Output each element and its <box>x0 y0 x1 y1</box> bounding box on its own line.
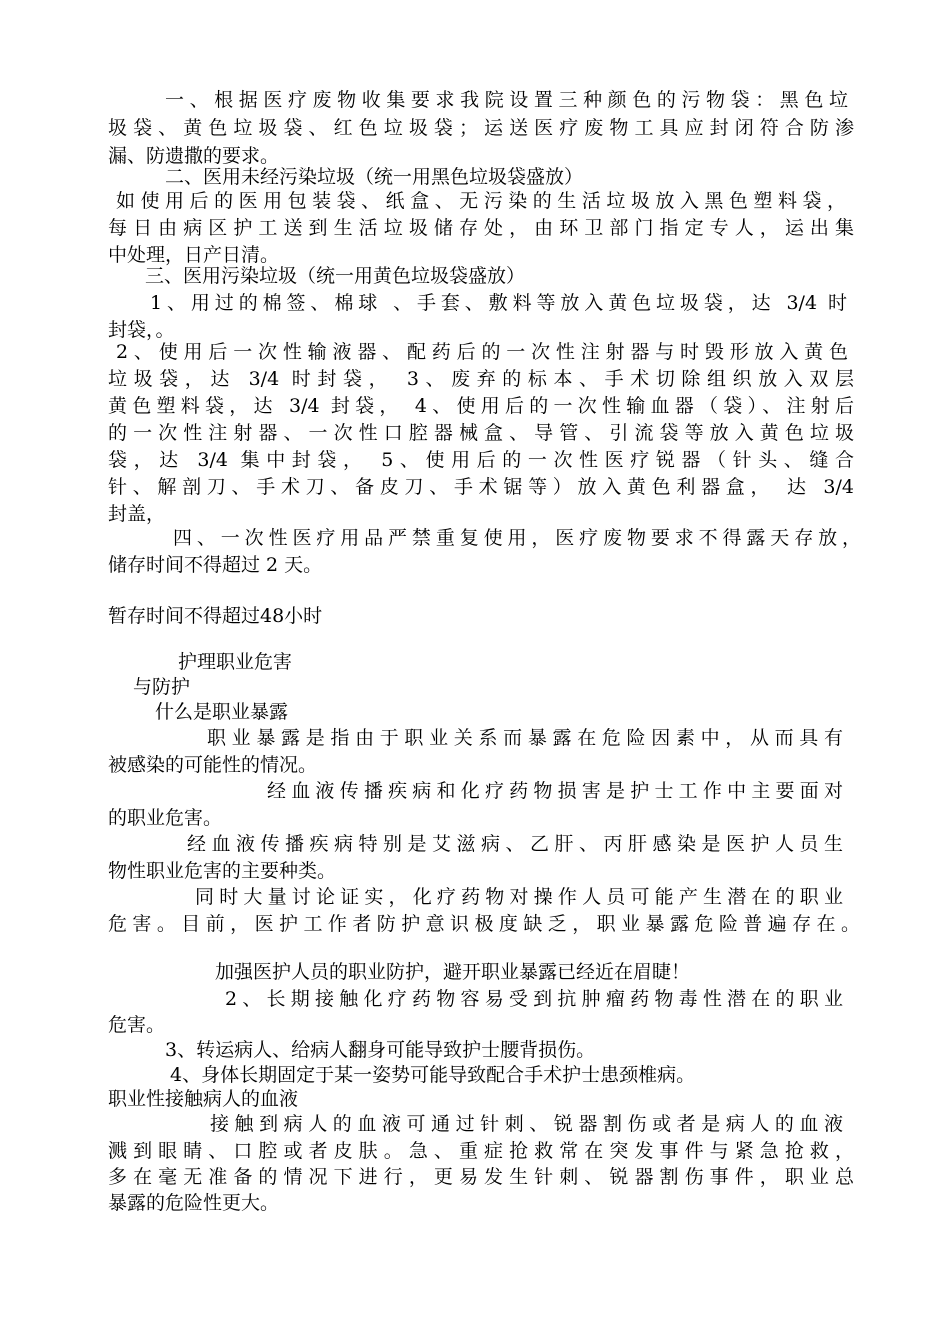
text-line: 危害。 <box>108 1014 166 1036</box>
text-line: 暂存时间不得超过48小时 <box>108 605 323 627</box>
heading-subtitle: 什么是职业暴露 <box>155 701 289 723</box>
text-line: 圾袋、黄色垃圾袋、红色垃圾袋；运送医疗废物工具应封闭符合防渗 <box>108 117 854 139</box>
text-line: 暴露的危险性更大。 <box>108 1192 280 1214</box>
text-line: 垃圾袋，达 3/4 时封袋， 3、废弃的标本、手术切除组织放入双层 <box>108 368 854 390</box>
text-line: 2、长期接触化疗药物容易受到抗肿瘤药物毒性潜在的职业 <box>225 988 843 1010</box>
text-line: 针、解剖刀、手术刀、备皮刀、手术锯等）放入黄色利器盒， 达 3/4 <box>108 476 854 498</box>
text-line: 溅到眼睛、口腔或者皮肤。急、重症抢救常在突发事件与紧急抢救， <box>108 1140 854 1162</box>
section-heading: 四、一次性医疗用品严禁重复使用，医疗废物要求不得露天存放， <box>173 527 861 549</box>
text-line: 2、使用后一次性输液器、配药后的一次性注射器与时毁形放入黄色 <box>116 341 848 363</box>
section-heading: 二、医用未经污染垃圾（统一用黑色垃圾袋盛放） <box>165 166 584 188</box>
text-line: 封盖， <box>108 503 166 525</box>
text-line: 每日由病区护工送到生活垃圾储存处，由环卫部门指定专人，运出集 <box>108 217 854 239</box>
text-line: 危害。目前，医护工作者防护意识极度缺乏，职业暴露危险普遍存在。 <box>108 913 860 935</box>
text-line: 4、身体长期固定于某一姿势可能导致配合手术护士患颈椎病。 <box>170 1064 696 1086</box>
text-line: 接触到病人的血液可通过针刺、锐器割伤或者是病人的血液 <box>210 1113 843 1135</box>
text-line: 同时大量讨论证实，化疗药物对操作人员可能产生潜在的职业 <box>195 886 843 908</box>
text-line: 黄色塑料袋，达 3/4 封袋， 4、使用后的一次性输血器（袋）、注射后 <box>108 395 854 417</box>
text-line: 储存时间不得超过 2 天。 <box>108 554 323 576</box>
text-line: 经血液传播疾病特别是艾滋病、乙肝、丙肝感染是医护人员生 <box>187 833 843 855</box>
text-line: 如使用后的医用包装袋、纸盒、无污染的生活垃圾放入黑色塑料袋， <box>116 190 846 212</box>
text-line: 加强医护人员的职业防护，避开职业暴露已经近在眉睫！ <box>215 961 691 983</box>
text-line: 物性职业危害的主要种类。 <box>108 860 337 882</box>
text-line: 的职业危害。 <box>108 807 223 829</box>
text-line: 3、转运病人、给病人翻身可能导致护士腰背损伤。 <box>165 1039 596 1061</box>
text-line: 被感染的可能性的情况。 <box>108 754 318 776</box>
text-line: 职业暴露是指由于职业关系而暴露在危险因素中，从而具有 <box>207 727 843 749</box>
text-line: 中处理，日产日清。 <box>108 244 280 266</box>
text-line: 袋，达 3/4 集中封袋， 5、使用后的一次性医疗锐器（针头、缝合 <box>108 449 854 471</box>
text-line: 的一次性注射器、一次性口腔器械盒、导管、引流袋等放入黄色垃圾 <box>108 422 854 444</box>
text-line: 漏、防遗撒的要求。 <box>108 145 280 167</box>
text-line: 职业性接触病人的血液 <box>108 1088 299 1110</box>
text-line: 多在毫无准备的情况下进行，更易发生针刺、锐器割伤事件，职业总 <box>108 1166 854 1188</box>
text-line: 经血液传播疾病和化疗药物损害是护士工作中主要面对 <box>267 780 843 802</box>
text-line: 一、根据医疗废物收集要求我院设置三种颜色的污物袋：黑色垃 <box>165 89 848 111</box>
section-heading: 三、医用污染垃圾（统一用黄色垃圾袋盛放） <box>145 265 526 287</box>
heading-title: 与防护 <box>133 676 191 698</box>
text-line: 封袋，。 <box>108 319 175 341</box>
heading-title: 护理职业危害 <box>178 651 293 673</box>
text-line: 1、用过的棉签、棉球 、手套、敷料等放入黄色垃圾袋，达 3/4 时 <box>150 292 847 314</box>
